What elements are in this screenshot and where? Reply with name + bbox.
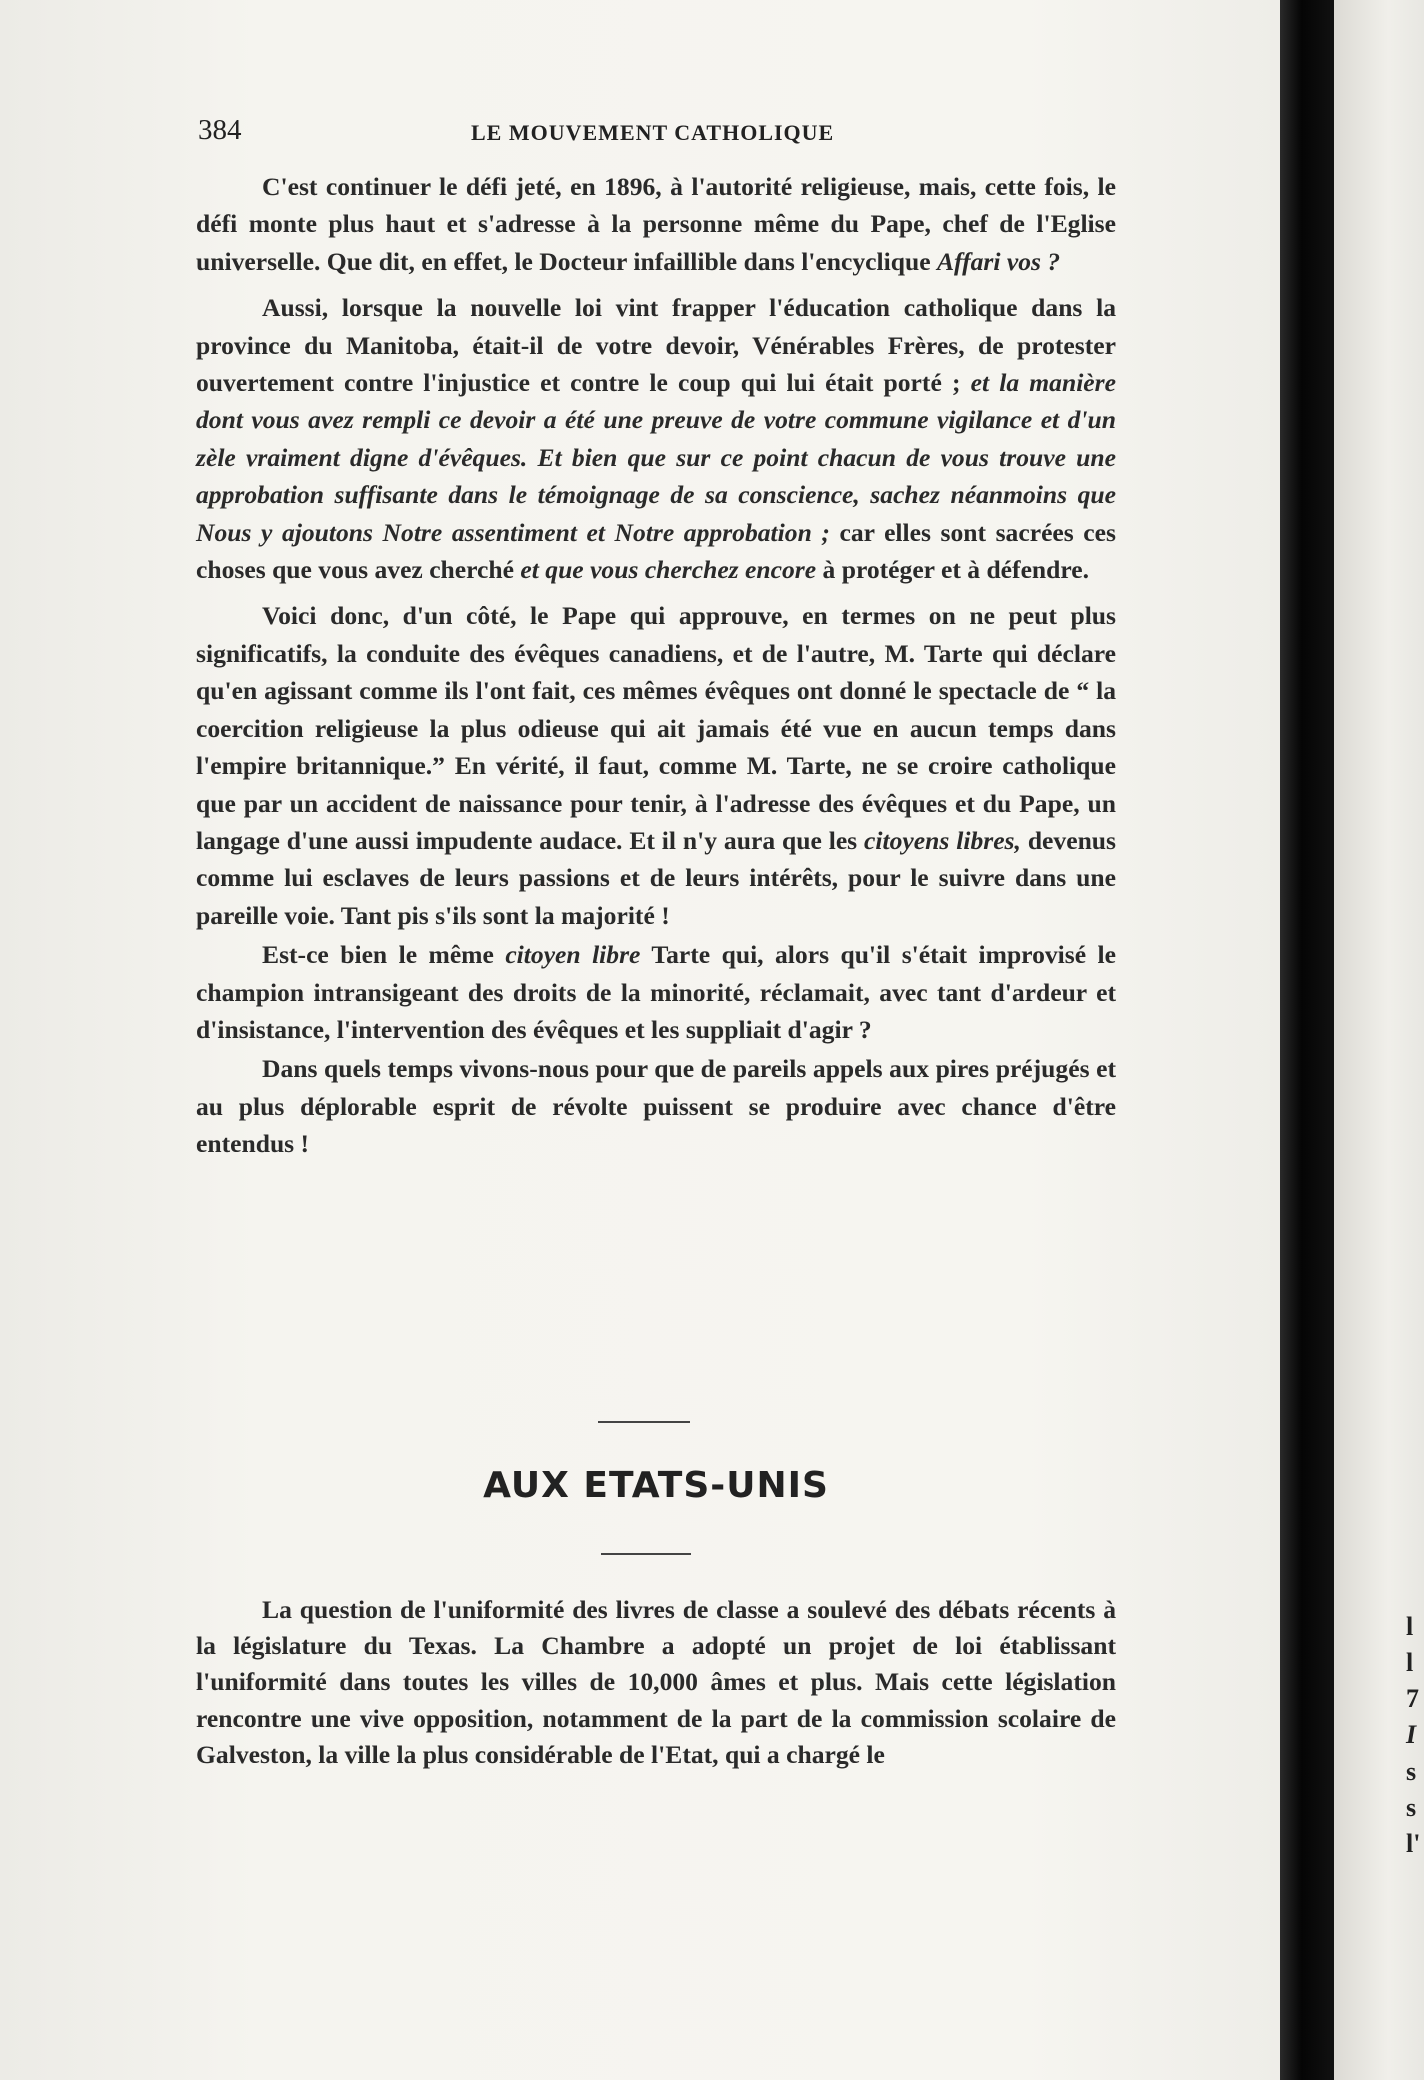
next-page-fragment: l' [1406,1829,1421,1858]
section-title: AUX ETATS-UNIS [483,1465,829,1506]
next-page-fragment: I [1406,1720,1417,1749]
section-divider-bottom [601,1553,691,1555]
next-page-fragment: 7 [1406,1684,1419,1713]
paragraph: Voici donc, d'un côté, le Pape qui approuve, en termes on ne peut plus significatifs, la conduite des évêques canadiens, et de l'autre, M. Tarte qui déclare qu'en agissant comme ils l'ont fait, ces mêmes évêques ont donné le spectacle de “ la coercition religieuse la plus odieuse qui ait jamais été vue en aucun temps dans l'empire britannique.” En vérité, il faut, comme M. Tarte, ne se croire catholique que par un accident de naissance pour tenir, à l'adresse des évêques et du Pape, un langage d'une aussi impudente audace. Et il n'y aura que les citoyens libres, devenus comme lui esclaves de leurs passions et de leurs intérêts, pour le suivre dans une pareille voie. Tant pis s'ils sont la majorité ! [196,601,1116,930]
body-text [196,168,1116,1163]
section-body [196,1592,1116,1773]
next-page-fragment: s [1406,1793,1417,1822]
page-number: 384 [198,114,242,146]
paragraph: Dans quels temps vivons-nous pour que de pareils appels aux pires préjugés et au plus déplorable esprit de révolte puissent se produire avec chance d'être entendus ! [196,1054,1116,1159]
next-page-fragment: l [1406,1648,1414,1677]
page-header [198,114,1128,150]
running-title: LE MOUVEMENT CATHOLIQUE [471,120,835,145]
paragraph: Est-ce bien le même citoyen libre Tarte qui, alors qu'il s'était improvisé le champion intransigeant des droits de la minorité, réclamait, avec tant d'ardeur et d'insistance, l'intervention des évêques et les suppliait d'agir ? [196,940,1117,1044]
book-page-right-edge [1334,0,1424,2080]
section-divider-top [598,1421,690,1423]
next-page-fragment: l [1406,1612,1414,1641]
next-page-fragment: s [1406,1757,1417,1786]
book-gutter [1280,0,1334,2080]
paragraph: La question de l'uniformité des livres de classe a soulevé des débats récents à la législature du Texas. La Chambre a adopté un projet de loi établissant l'uniformité dans toutes les villes de 10,000 âmes et plus. Mais cette législation rencontre une vive opposition, notamment de la part de la commission scolaire de Galveston, la ville la plus considérable de l'Etat, qui a chargé le [196,1595,1116,1769]
paragraph: C'est continuer le défi jeté, en 1896, à l'autorité religieuse, mais, cette fois, le défi monte plus haut et s'adresse à la personne même du Pape, chef de l'Eglise universelle. Que dit, en effet, le Docteur infaillible dans l'encyclique Affari vos ? [196,172,1116,276]
paragraph-quote: Aussi, lorsque la nouvelle loi vint frapper l'éducation catholique dans la province du Manitoba, était-il de votre devoir, Vénérables Frères, de protester ouvertement contre l'injustice et contre le coup qui lui était porté ; et la manière dont vous avez rempli ce devoir a été une preuve de votre commune vigilance et d'un zèle vraiment digne d'évêques. Et bien que sur ce point chacun de vous trouve une approbation suffisante dans le témoignage de sa conscience, sachez néanmoins que Nous y ajoutons Notre assentiment et Notre approbation ; car elles sont sacrées ces choses que vous avez cherché et que vous cherchez encore à protéger et à défendre. [196,293,1116,585]
